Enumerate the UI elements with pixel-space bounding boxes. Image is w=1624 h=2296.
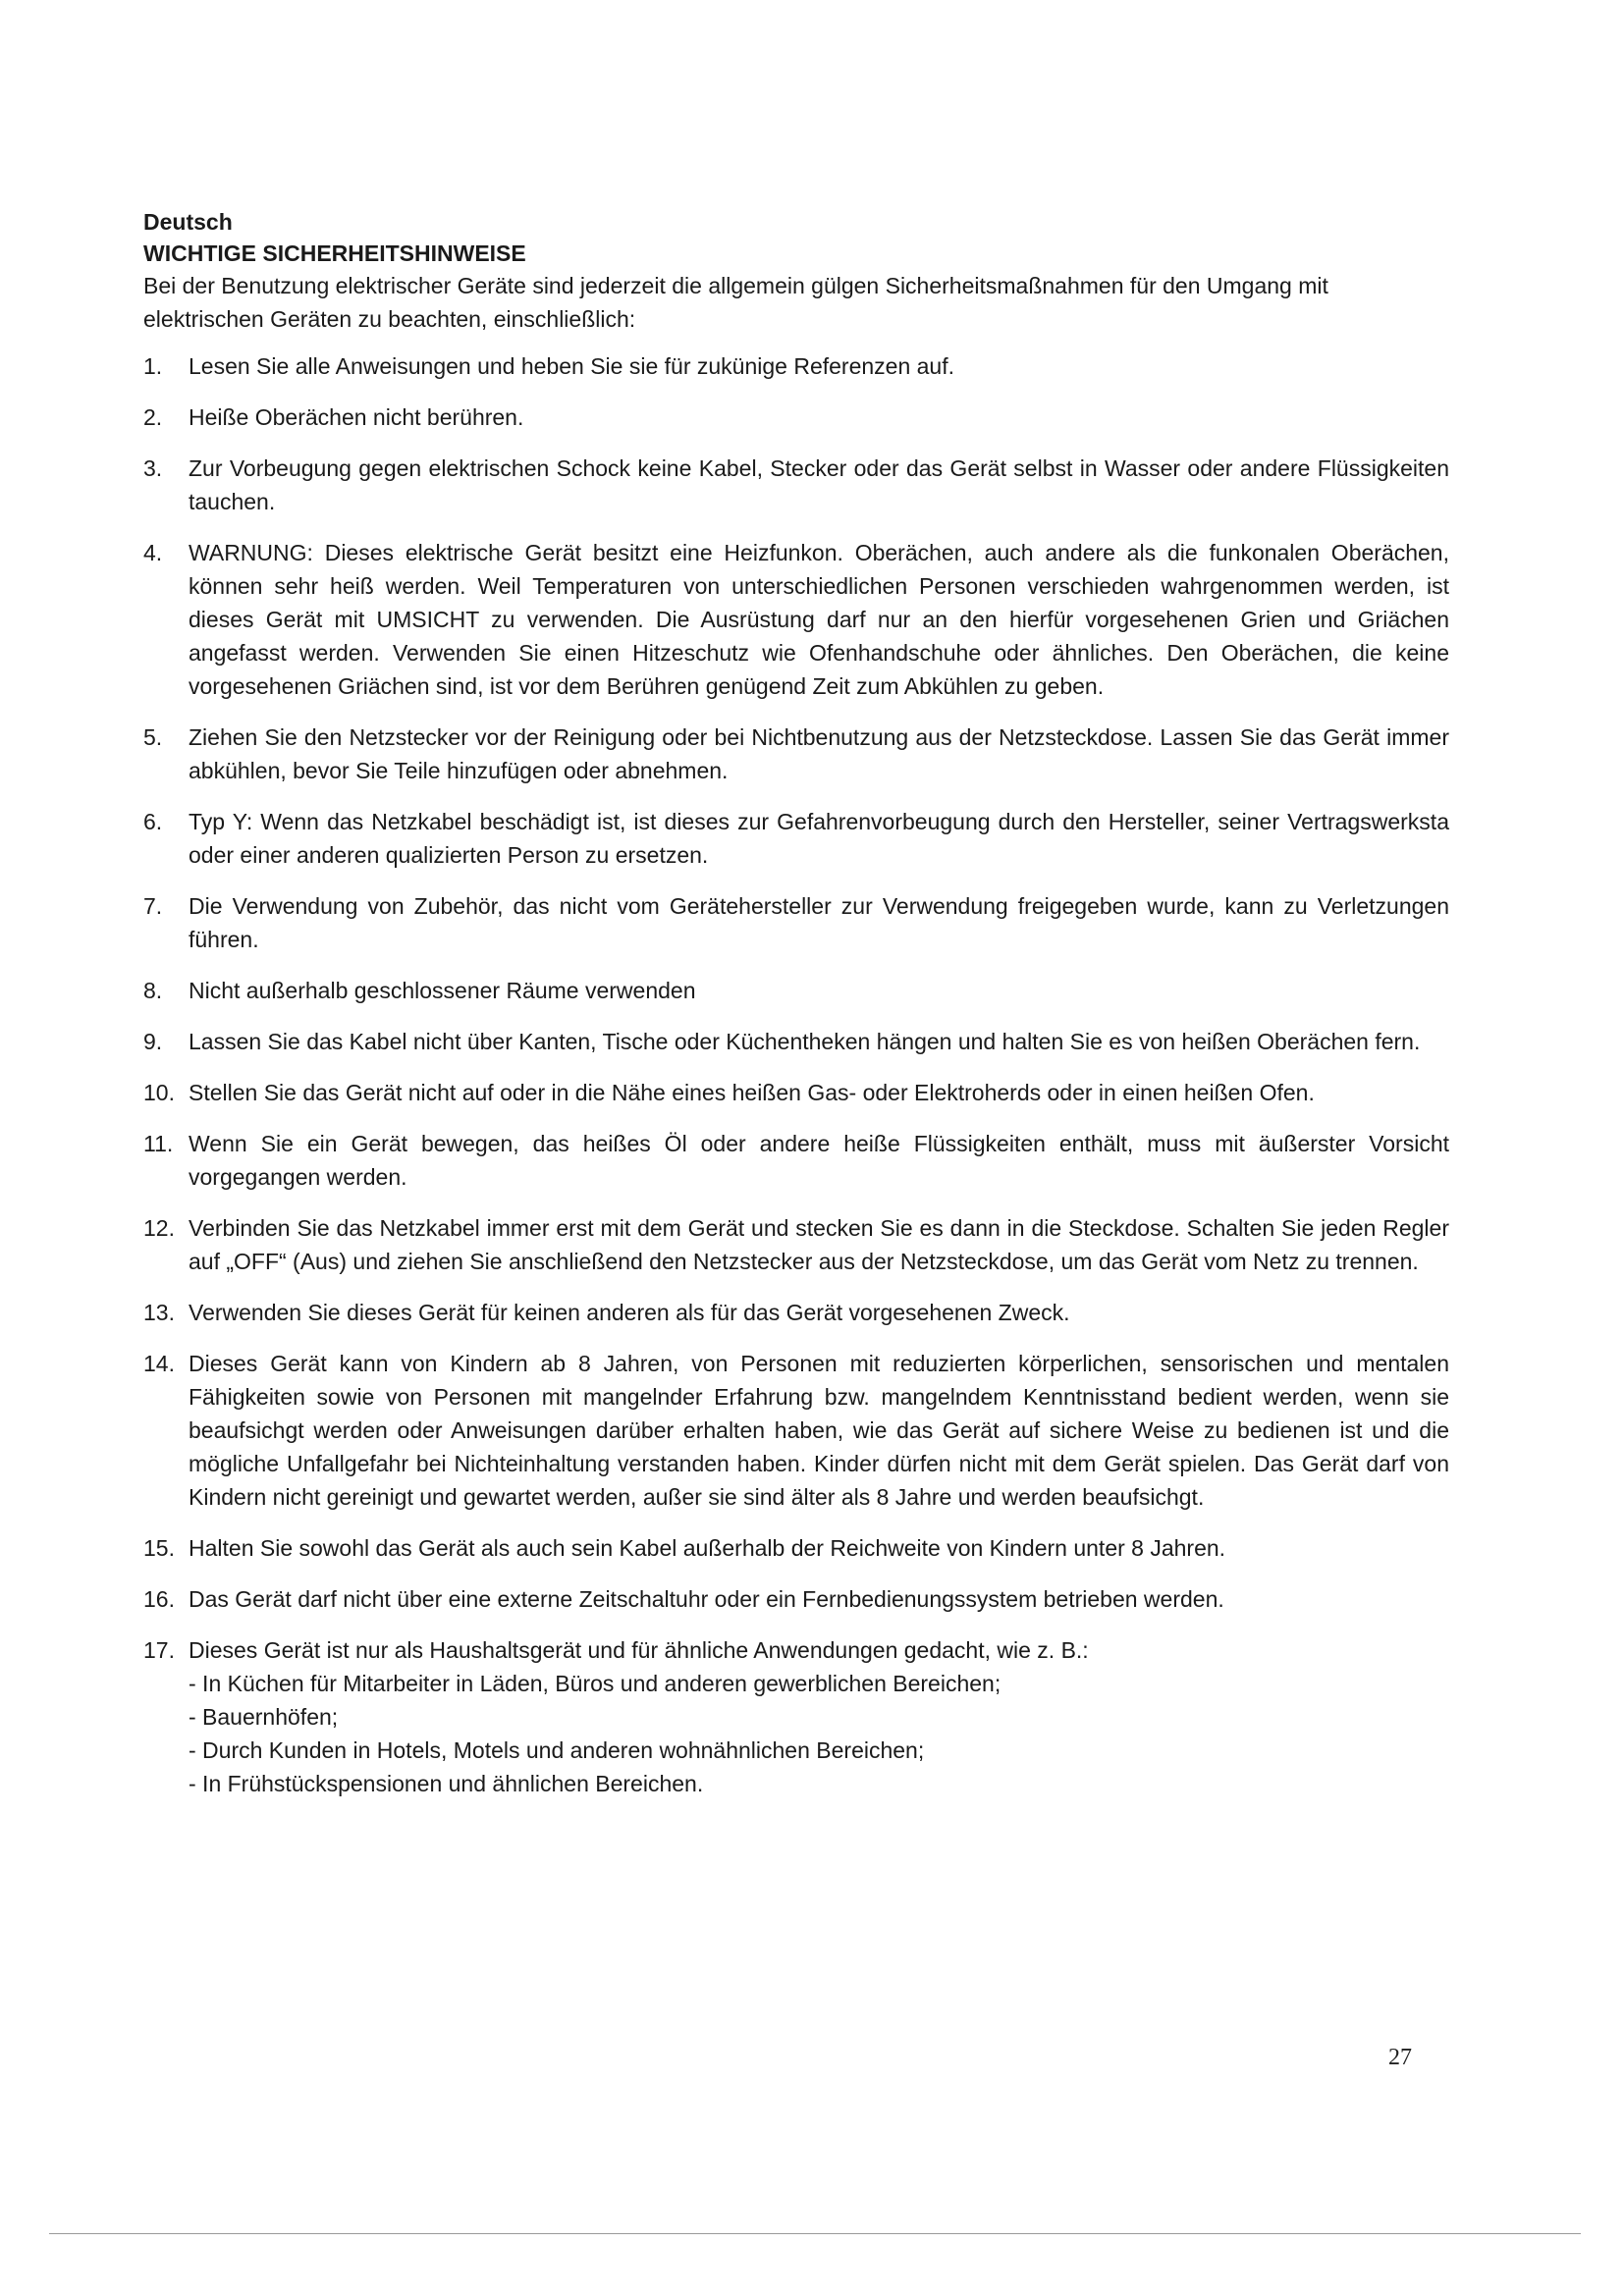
list-item: [143, 1025, 1449, 1058]
item-number: 11.: [143, 1131, 174, 1156]
item-text: Dieses Gerät ist nur als Haushaltsgerät und für ähnliche Anwendungen gedacht, wie z. B.:: [189, 1637, 1089, 1663]
safety-instructions-list: [143, 349, 1449, 1800]
item-text: Verbinden Sie das Netzkabel immer erst mit dem Gerät und stecken Sie es dann in die Steckdose. Schalten Sie jeden Regler auf „OFF“ (Aus) und ziehen Sie anschließend den Netzstecker aus der Netzsteckdose, um das Gerät vom Netz zu trennen.: [189, 1215, 1449, 1274]
list-item: [143, 1531, 1449, 1565]
item-text: Das Gerät darf nicht über eine externe Zeitschaltuhr oder ein Fernbedienungssystem betrieben werden.: [189, 1586, 1224, 1612]
item-text: Ziehen Sie den Netzstecker vor der Reinigung oder bei Nichtbenutzung aus der Netzsteckdose. Lassen Sie das Gerät immer abkühlen, bevor Sie Teile hinzufügen oder abnehmen.: [189, 724, 1449, 783]
sublist-item: - Durch Kunden in Hotels, Motels und anderen wohnähnlichen Bereichen;: [189, 1737, 925, 1763]
usage-sublist: [189, 1667, 1449, 1800]
list-item: [143, 400, 1449, 434]
intro-paragraph: Bei der Benutzung elektrischer Geräte sind jederzeit die allgemein gülgen Sicherheitsmaßnahmen für den Umgang mit elektrischen Geräten zu beachten, einschließlich:: [143, 273, 1328, 332]
item-number: 10.: [143, 1080, 175, 1105]
item-number: 16.: [143, 1586, 175, 1612]
item-number: 3.: [143, 455, 163, 481]
list-item: [143, 1296, 1449, 1329]
item-text: Lesen Sie alle Anweisungen und heben Sie sie für zukünige Referenzen auf.: [189, 353, 954, 379]
list-item: [143, 1633, 1449, 1800]
item-text: WARNUNG: Dieses elektrische Gerät besitzt eine Heizfunkon. Oberächen, auch andere als die funkonalen Oberächen, können sehr heiß werden. Weil Temperaturen von unterschiedlichen Personen verschieden wahrgenommen werden, ist dieses Gerät mit UMSICHT zu verwenden. Die Ausrüstung darf nur an den hierfür vorgesehenen Grien und Griächen angefasst werden. Verwenden Sie einen Hitzeschutz wie Ofenhandschuhe oder ähnliches. Den Oberächen, die keine vorgesehenen Griächen sind, ist vor dem Berühren genügend Zeit zum Abkühlen zu geben.: [189, 540, 1449, 699]
item-number: 5.: [143, 724, 163, 750]
list-item: [143, 721, 1449, 787]
item-text: Verwenden Sie dieses Gerät für keinen anderen als für das Gerät vorgesehenen Zweck.: [189, 1300, 1070, 1325]
page-number: 27: [1388, 2045, 1412, 2070]
footer-divider: [49, 2233, 1581, 2234]
list-item: [143, 1076, 1449, 1109]
item-text: Typ Y: Wenn das Netzkabel beschädigt ist, ist dieses zur Gefahrenvorbeugung durch den Hersteller, seiner Vertragswerksta oder einer anderen qualizierten Person zu ersetzen.: [189, 809, 1449, 868]
item-number: 1.: [143, 353, 163, 379]
list-item: [143, 1582, 1449, 1616]
item-number: 9.: [143, 1029, 163, 1054]
item-number: 2.: [143, 404, 163, 430]
sublist-item: - In Frühstückspensionen und ähnlichen Bereichen.: [189, 1771, 704, 1796]
item-text: Stellen Sie das Gerät nicht auf oder in die Nähe eines heißen Gas- oder Elektroherds oder in einen heißen Ofen.: [189, 1080, 1315, 1105]
item-number: 17.: [143, 1637, 175, 1663]
item-number: 8.: [143, 978, 163, 1003]
item-number: 14.: [143, 1351, 175, 1376]
list-item: [143, 889, 1449, 956]
list-item: [143, 349, 1449, 383]
list-item: [143, 536, 1449, 703]
item-text: Nicht außerhalb geschlossener Räume verwenden: [189, 978, 696, 1003]
item-text: Heiße Oberächen nicht berühren.: [189, 404, 524, 430]
list-item: [143, 805, 1449, 872]
list-item: [143, 974, 1449, 1007]
item-text: Lassen Sie das Kabel nicht über Kanten, Tische oder Küchentheken hängen und halten Sie es von heißen Oberächen fern.: [189, 1029, 1421, 1054]
page-title: WICHTIGE SICHERHEITSHINWEISE: [143, 240, 526, 266]
sublist-item: - In Küchen für Mitarbeiter in Läden, Büros und anderen gewerblichen Bereichen;: [189, 1671, 1001, 1696]
list-item: [143, 452, 1449, 518]
list-item: [143, 1127, 1449, 1194]
item-number: 4.: [143, 540, 163, 565]
item-number: 7.: [143, 893, 163, 919]
sublist-item: - Bauernhöfen;: [189, 1704, 339, 1730]
item-number: 6.: [143, 809, 163, 834]
item-text: Halten Sie sowohl das Gerät als auch sein Kabel außerhalb der Reichweite von Kindern unter 8 Jahren.: [189, 1535, 1226, 1561]
item-text: Die Verwendung von Zubehör, das nicht vom Gerätehersteller zur Verwendung freigegeben wurde, kann zu Verletzungen führen.: [189, 893, 1449, 952]
language-label: Deutsch: [143, 209, 233, 235]
item-number: 15.: [143, 1535, 175, 1561]
item-number: 12.: [143, 1215, 175, 1241]
list-item: [143, 1347, 1449, 1514]
item-number: 13.: [143, 1300, 175, 1325]
document-page: [143, 206, 1449, 1818]
item-text: Wenn Sie ein Gerät bewegen, das heißes Öl oder andere heiße Flüssigkeiten enthält, muss mit äußerster Vorsicht vorgegangen werden.: [189, 1131, 1449, 1190]
item-text: Dieses Gerät kann von Kindern ab 8 Jahren, von Personen mit reduzierten körperlichen, sensorischen und mentalen Fähigkeiten sowie von Personen mit mangelnder Erfahrung bzw. mangelndem Kenntnisstand bedient werden, wenn sie beaufsichgt werden oder Anweisungen darüber erhalten haben, wie das Gerät auf sichere Weise zu bedienen ist und die mögliche Unfallgefahr bei Nichteinhaltung verstanden haben. Kinder dürfen nicht mit dem Gerät spielen. Das Gerät darf von Kindern nicht gereinigt und gewartet werden, außer sie sind älter als 8 Jahre und werden beaufsichgt.: [189, 1351, 1449, 1510]
item-text: Zur Vorbeugung gegen elektrischen Schock keine Kabel, Stecker oder das Gerät selbst in Wasser oder andere Flüssigkeiten tauchen.: [189, 455, 1449, 514]
list-item: [143, 1211, 1449, 1278]
